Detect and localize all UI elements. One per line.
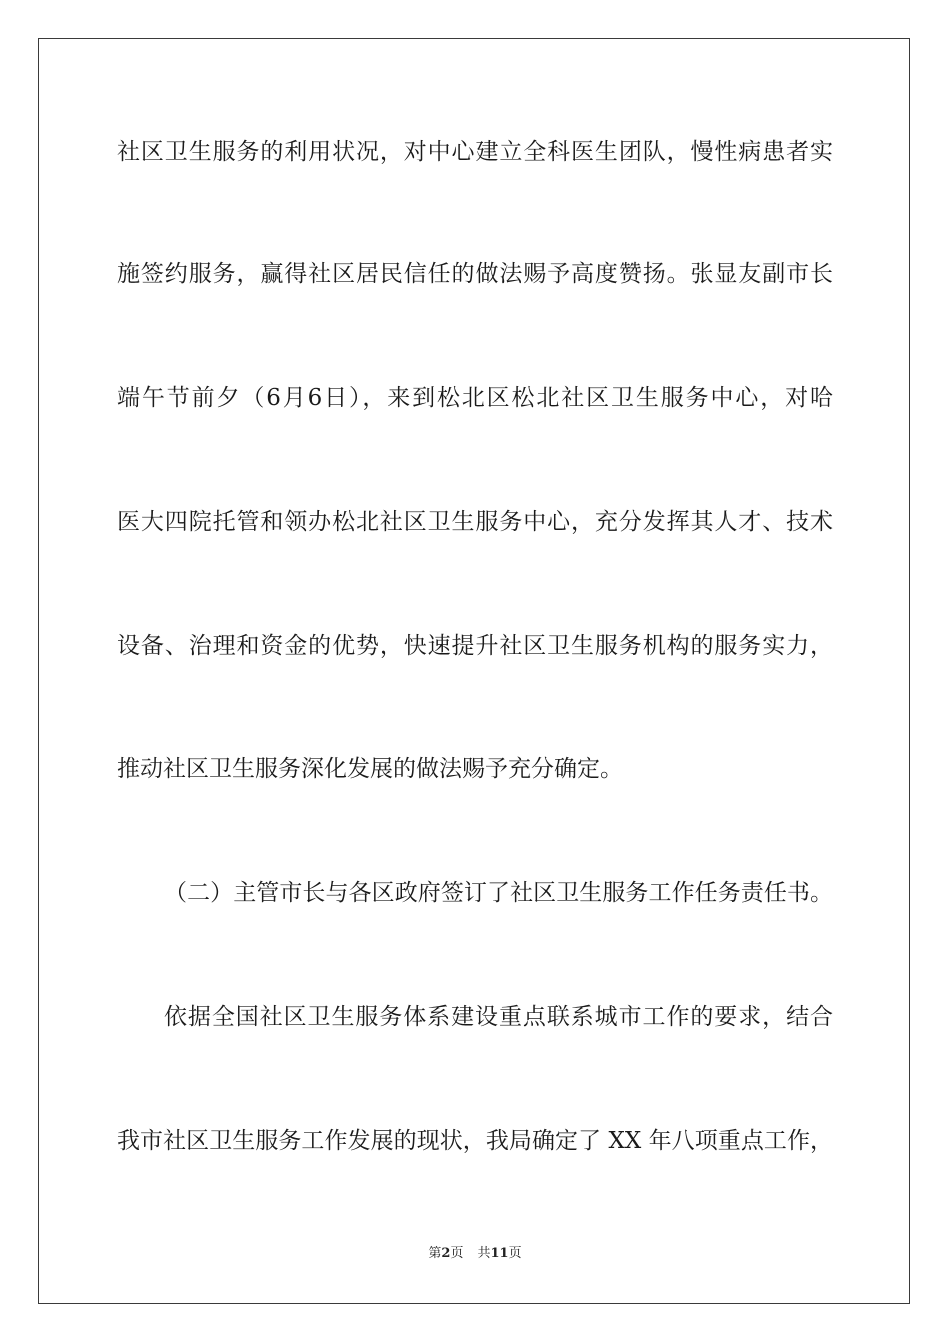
footer-total-pages: 11 bbox=[490, 1246, 509, 1261]
body-line-5: 设备、治理和资金的优势，快速提升社区卫生服务机构的服务实力， bbox=[117, 633, 833, 659]
body-line-1: 社区卫生服务的利用状况，对中心建立全科医生团队，慢性病患者实 bbox=[117, 139, 833, 165]
footer-total-suffix: 页 bbox=[508, 1246, 522, 1261]
footer-page-number: 2 bbox=[441, 1246, 451, 1261]
footer-total-prefix: 共 bbox=[477, 1246, 491, 1261]
body-line-3: 端午节前夕（6月6日），来到松北区松北社区卫生服务中心，对哈 bbox=[117, 385, 833, 411]
body-line-4: 医大四院托管和领办松北社区卫生服务中心，充分发挥其人才、技术 bbox=[117, 509, 833, 535]
footer-page-suffix: 页 bbox=[450, 1246, 464, 1261]
section-heading: （二）主管市长与各区政府签订了社区卫生服务工作任务责任书。 bbox=[164, 880, 833, 906]
body-line-6: 推动社区卫生服务深化发展的做法赐予充分确定。 bbox=[117, 756, 623, 782]
page-footer bbox=[0, 1245, 950, 1263]
page-frame bbox=[38, 38, 910, 1304]
body-line-8: 依据全国社区卫生服务体系建设重点联系城市工作的要求，结合 bbox=[164, 1004, 833, 1030]
footer-page-prefix: 第 bbox=[428, 1246, 442, 1261]
body-line-2: 施签约服务，赢得社区居民信任的做法赐予高度赞扬。张显友副市长 bbox=[117, 261, 833, 287]
body-line-9: 我市社区卫生服务工作发展的现状，我局确定了 XX 年八项重点工作， bbox=[117, 1128, 833, 1154]
